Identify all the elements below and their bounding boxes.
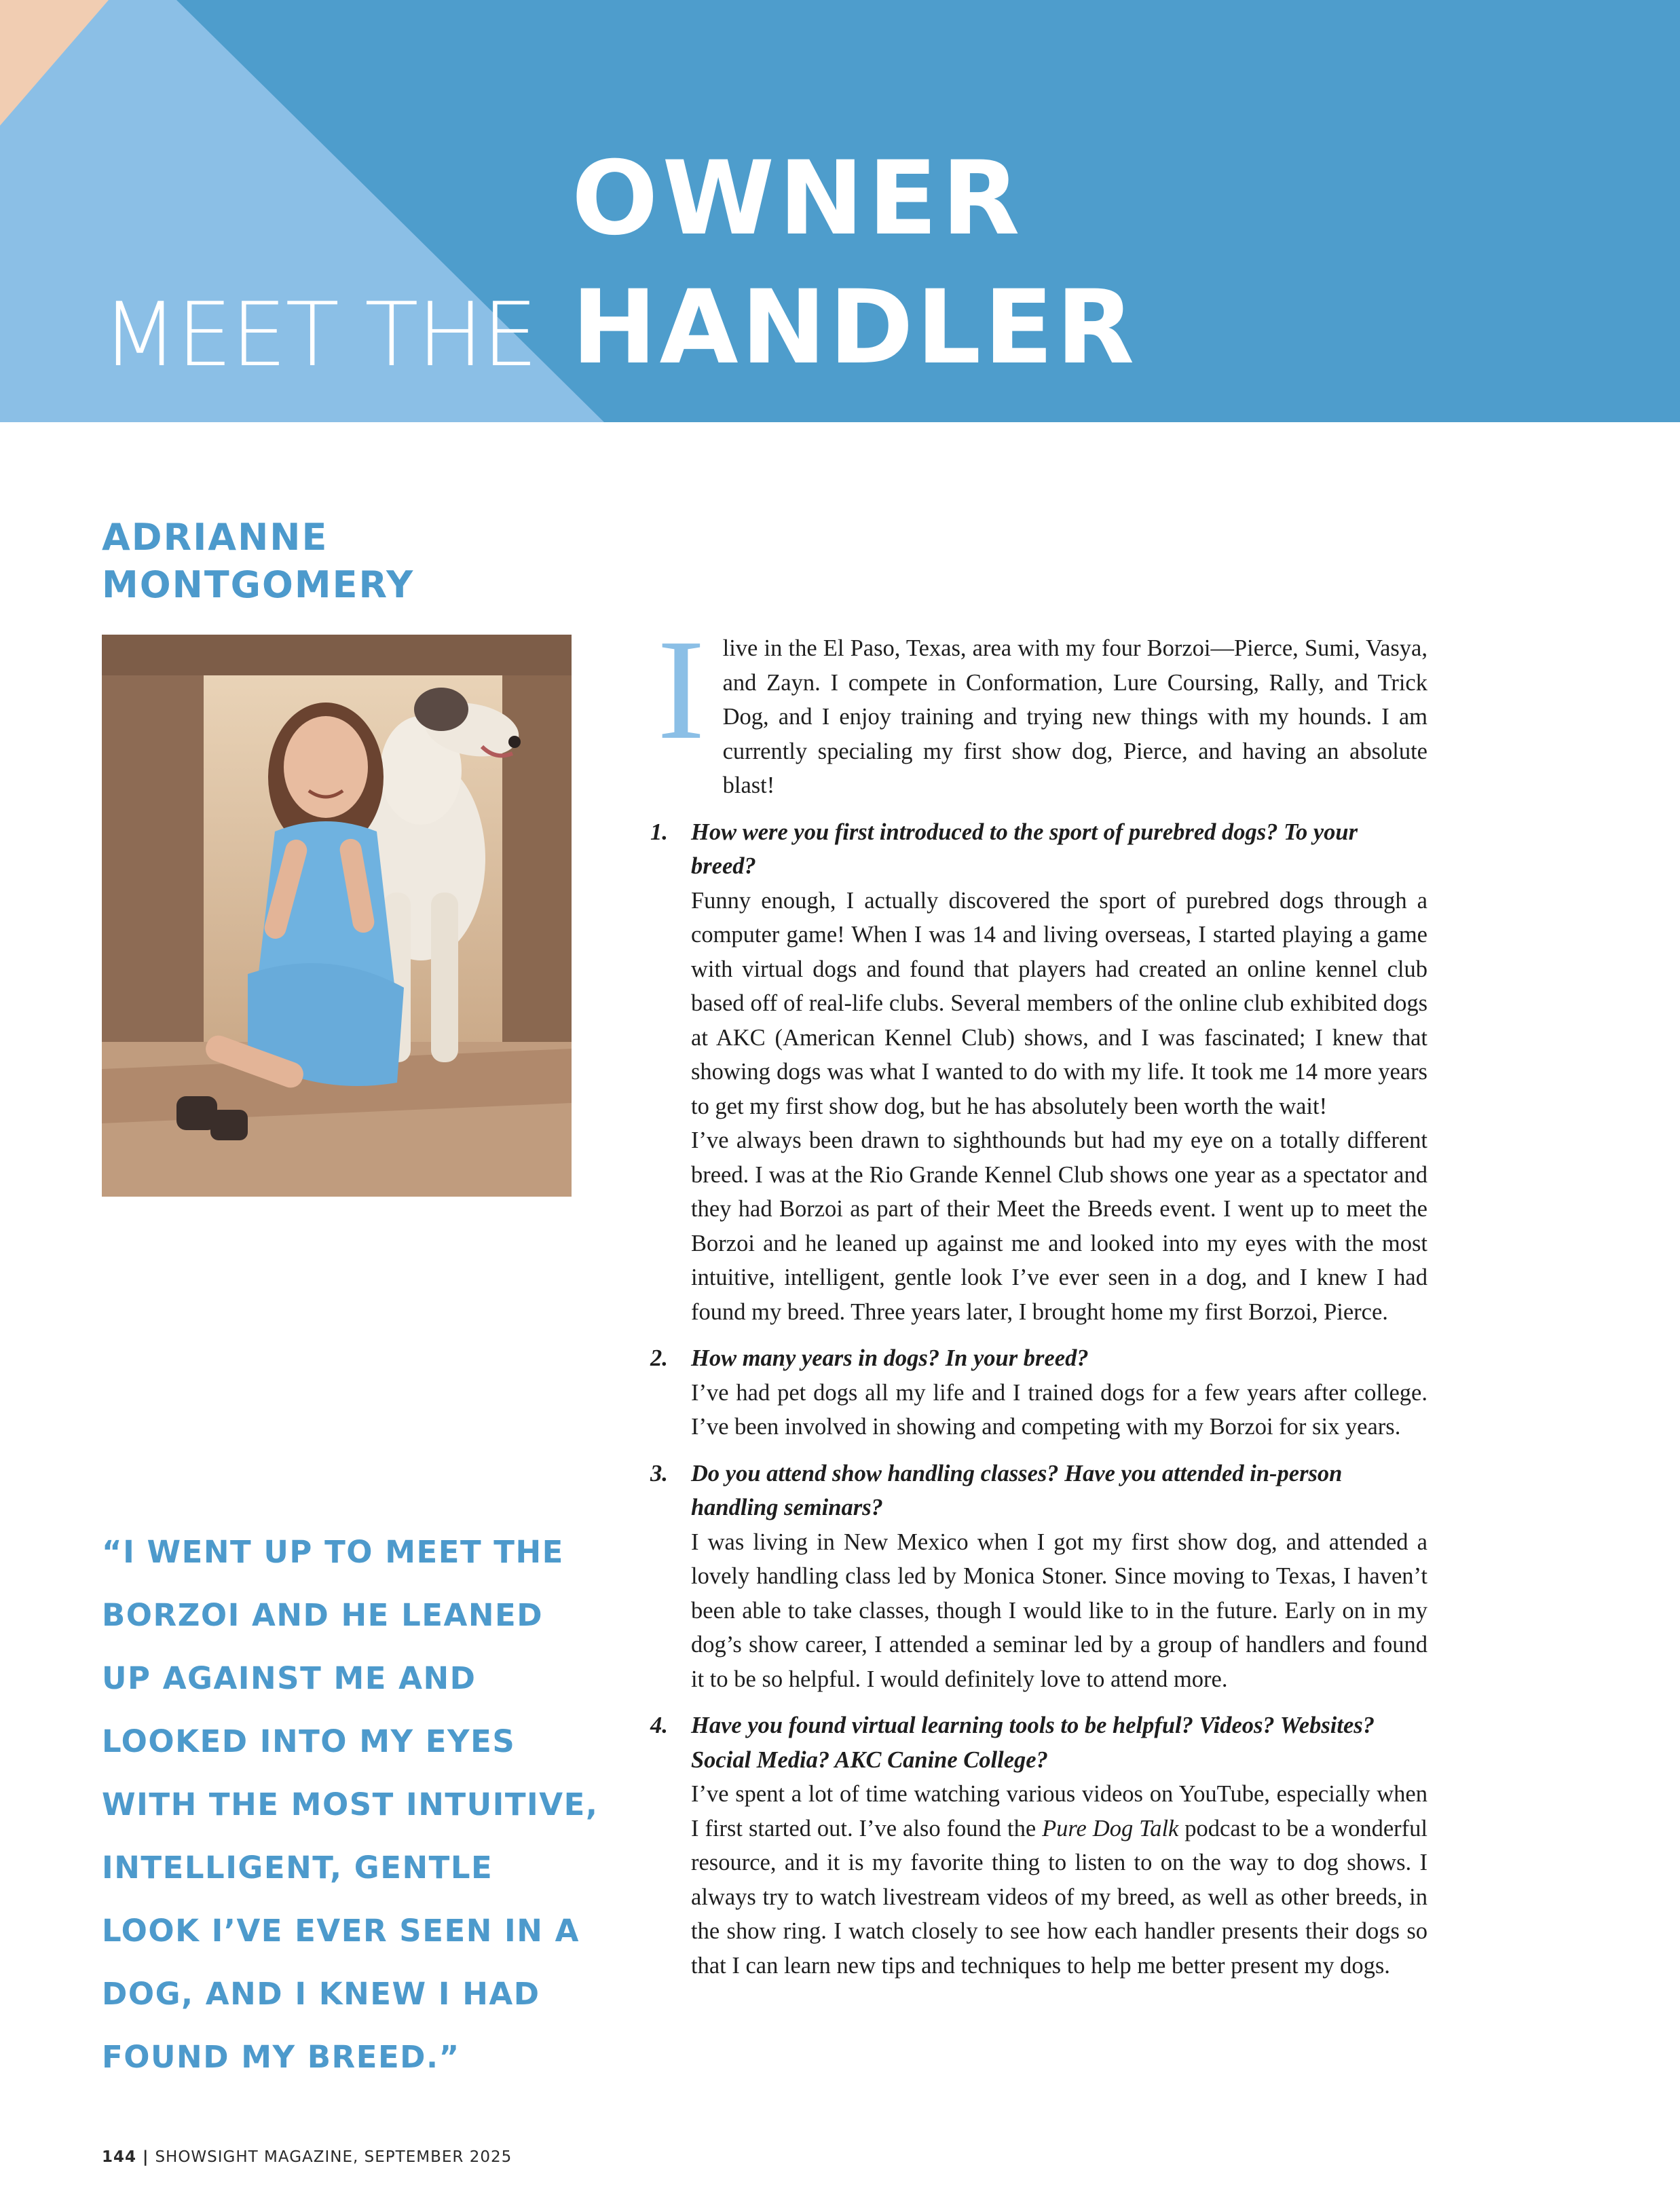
person-name-first: ADRIANNE (102, 516, 329, 559)
question-text: How were you first introduced to the sport of purebred dogs? To your breed? (691, 819, 1358, 879)
question-item (650, 815, 1427, 1330)
question-number: 3. (650, 1460, 668, 1486)
question-item (650, 1457, 1427, 1697)
answer-paragraph: I’ve had pet dogs all my life and I trained dogs for a few years after college. I’ve been involved in showing and competing with my Borzoi for six years. (691, 1379, 1427, 1440)
question-text: Do you attend show handling classes? Have you attended in-person handling seminars? (691, 1460, 1343, 1520)
page-footer (102, 2148, 512, 2166)
answer-text: podcast to be a wonderful resource, and it is my favorite thing to listen to on the way to dog shows. I always try to watch livestream videos of my breed, as well as other breeds, in the show ring. I watch closely to see how each handler presents their dogs so that I can learn new tips and techniques to help me better present my dogs. (691, 1815, 1427, 1979)
header-banner (0, 0, 1680, 422)
question-number: 2. (650, 1345, 668, 1371)
question-number: 1. (650, 819, 668, 845)
pull-quote (102, 1520, 618, 2089)
drop-cap: I (657, 610, 705, 769)
answer-paragraph: I was living in New Mexico when I got my first show dog, and attended a lovely handling class led by Monica Stoner. Since moving to Texas, I haven’t been able to take classes, though I would like to in the future. Early on in my dog’s show career, I attended a seminar led by a group of handlers and found it to be so helpful. I would definitely love to attend more. (691, 1529, 1427, 1692)
pull-quote-line: WITH THE MOST INTUITIVE, (102, 1786, 599, 1822)
podcast-title: Pure Dog Talk (1042, 1815, 1179, 1841)
answer-paragraph: Funny enough, I actually discovered the sport of purebred dogs through a computer game! When I was 14 and living overseas, I started playing a game with virtual dogs and found that players had created an online kennel club based off of real-life clubs. Several members of the online club exhibited dogs at AKC (American Kennel Club) shows, and I was fascinated; I knew that showing dogs was what I wanted to do with my life. It took me 14 more years to get my first show dog, but he has absolutely been worth the wait! (691, 887, 1427, 1119)
pull-quote-line: UP AGAINST ME AND (102, 1660, 477, 1696)
question-text: Have you found virtual learning tools to be helpful? Videos? Websites? Social Media? AKC Canine College? (691, 1713, 1375, 1773)
publication-name: SHOWSIGHT MAGAZINE, SEPTEMBER 2025 (155, 2148, 512, 2166)
answer-paragraph: I’ve always been drawn to sighthounds but had my eye on a totally different breed. I was at the Rio Grande Kennel Club shows one year as a spectator and they had Borzoi as part of their Meet the Breeds event. I went up to meet the Borzoi and he leaned up against me and looked into my eyes with the most intuitive, intelligent, gentle look I’ve ever seen in a dog, and I knew I had found my breed. Three years later, I brought home my first Borzoi, Pierce. (691, 1127, 1427, 1325)
title-meet-the: MEET THE (102, 283, 537, 386)
article-body (650, 610, 1427, 1995)
question-number: 4. (650, 1713, 668, 1738)
question-item (650, 1708, 1427, 1983)
answer-paragraph (691, 1777, 1427, 1983)
page-number: 144 (102, 2148, 137, 2166)
pull-quote-line: DOG, AND I KNEW I HAD (102, 1976, 540, 2012)
person-name-last: MONTGOMERY (102, 563, 415, 606)
pull-quote-line: INTELLIGENT, GENTLE (102, 1850, 493, 1886)
pull-quote-line: BORZOI AND HE LEANED (102, 1597, 544, 1633)
portrait-photo-icon (102, 635, 572, 1197)
footer-separator: | (136, 2148, 155, 2166)
question-item (650, 1341, 1427, 1444)
pull-quote-line: LOOKED INTO MY EYES (102, 1723, 516, 1759)
title-owner: OWNER (572, 140, 1024, 258)
intro-paragraph (650, 610, 1427, 803)
pull-quote-line: “I WENT UP TO MEET THE (102, 1534, 564, 1570)
question-text: How many years in dogs? In your breed? (691, 1345, 1089, 1371)
intro-text: live in the El Paso, Texas, area with my four Borzoi—Pierce, Sumi, Vasya, and Zayn. I compete in Conformation, Lure Coursing, Rally, and Trick Dog, and I enjoy training and trying new things with my hounds. I am currently specialing my first show dog, Pierce, and having an absolute blast! (722, 635, 1427, 798)
title-handler: HANDLER (572, 269, 1138, 387)
pull-quote-line: LOOK I’VE EVER SEEN IN A (102, 1913, 580, 1949)
pull-quote-line: FOUND MY BREED.” (102, 2039, 460, 2075)
answer-text: I’ve spent a lot of time watching various videos on YouTube, especially when I first started out. I’ve also found the (691, 1781, 1427, 1841)
person-name (102, 514, 577, 609)
